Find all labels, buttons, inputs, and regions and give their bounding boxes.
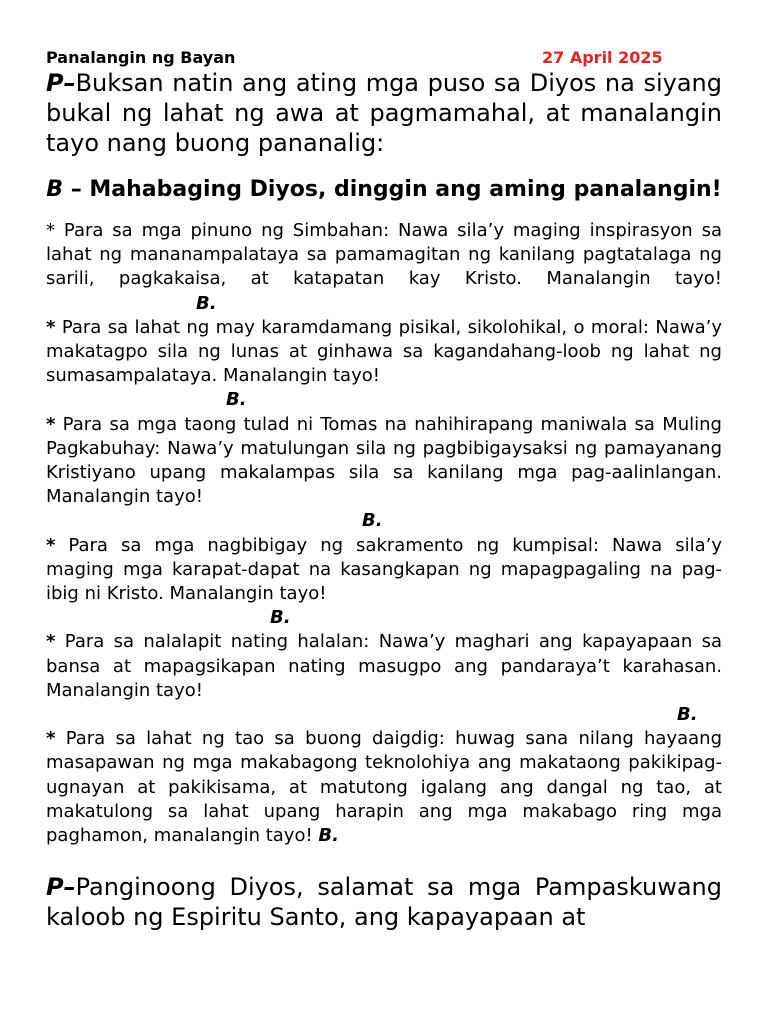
petitions-list (46, 219, 722, 848)
petition-response: B. (196, 292, 217, 314)
petition-response: B. (362, 510, 383, 532)
petition-bullet: * (46, 220, 55, 241)
petition-response: B. (677, 704, 698, 726)
petition-text: Para sa nalalapit nating halalan: Nawa’y maghari ang kapayapaan sa bansa at mapagsikapan nating masugpo ang pandaraya’t karahasan. Manalangin tayo! (46, 631, 722, 701)
response-marker: B (46, 177, 64, 202)
petition-text: Para sa mga nagbibigay ng sakramento ng kumpisal: Nawa sila’y maging mga karapat-dapat na kasangkapan ng mapagpagaling na pag-ibig ni Kristo. Manalangin tayo! (46, 534, 722, 605)
petition-item (46, 727, 722, 848)
petition-item (46, 630, 722, 703)
petition-text: Para sa lahat ng may karamdamang pisikal, sikolohikal, o moral: Nawa’y makatagpo sila ng lunas at ginhawa sa kagandahang-loob ng lahat ng sumasampalataya. Manalangin tayo! (46, 316, 722, 387)
petition-bullet: * (46, 728, 56, 750)
priest-marker: P– (46, 873, 76, 902)
congregation-response (46, 175, 722, 205)
closing-paragraph (46, 872, 722, 932)
petition-bullet: * (46, 316, 56, 338)
document-date: 27 April 2025 (542, 48, 663, 67)
intro-paragraph (46, 68, 722, 158)
response-text: – Mahabaging Diyos, dinggin ang aming panalangin! (63, 177, 722, 202)
petition-text: Para sa lahat ng tao sa buong daigdig: huwag sana nilang hayaang masapawan ng mga makabagong teknolohiya ang makataong pakikipag-ugnayan at pakikisama, at matutong igalang ang dangal ng tao, at makatulong sa lahat upang harapin ang mga makabago ring mga paghamon, manalangin tayo! (46, 728, 722, 847)
document-page (46, 46, 722, 932)
priest-marker: P– (46, 69, 76, 97)
petition-bullet: * (46, 534, 56, 556)
petition-response: B. (270, 607, 291, 629)
document-header (46, 46, 722, 68)
closing-text: Panginoong Diyos, salamat sa mga Pampaskuwang kaloob ng Espiritu Santo, ang kapayapaan at (46, 873, 722, 932)
petition-text: Para sa mga pinuno ng Simbahan: Nawa sila’y maging inspirasyon sa lahat ng mananampalataya sa pamamagitan ng kanilang pagtatalaga ng sarili, pagkakaisa, at katapatan kay Kristo. Manalangin tayo! (46, 220, 722, 290)
petition-response: B. (226, 389, 247, 411)
petition-bullet: * (46, 413, 56, 435)
petition-bullet: * (46, 631, 56, 653)
petition-item (46, 413, 722, 510)
petition-response: B. (318, 825, 339, 847)
petition-text: Para sa mga taong tulad ni Tomas na nahihirapang maniwala sa Muling Pagkabuhay: Nawa’y matulungan sila ng pagbibigaysaksi ng pamayanang Kristiyano upang makalampas sila sa kanilang mga pag-aalinlangan. Manalangin tayo! (46, 413, 722, 508)
petition-item (46, 534, 722, 607)
petition-item (46, 316, 722, 389)
petition-item (46, 219, 722, 316)
intro-text: Buksan natin ang ating mga puso sa Diyos na siyang bukal ng lahat ng awa at pagmamahal, at manalangin tayo nang buong pananalig: (46, 69, 722, 157)
document-title: Panalangin ng Bayan (46, 48, 236, 67)
